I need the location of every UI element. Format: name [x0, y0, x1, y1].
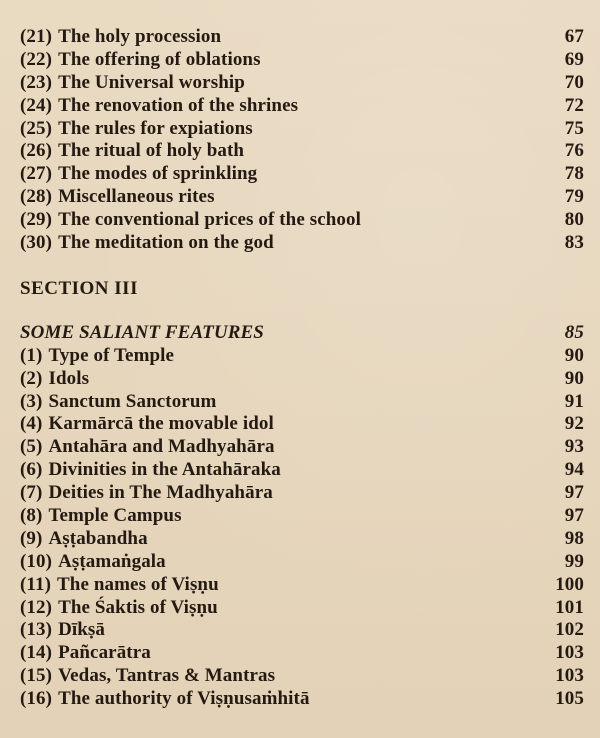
- entry-text: [20, 232, 274, 255]
- entry-title: The ritual of holy bath: [58, 140, 245, 162]
- entry-title: The Universal worship: [58, 71, 245, 93]
- entry-page-number: 98: [564, 527, 584, 549]
- entry-title: Vedas, Tantras & Mantras: [58, 665, 276, 687]
- entry-number: (15): [20, 665, 53, 687]
- entry-text: [20, 391, 216, 414]
- entry-text: [20, 505, 182, 528]
- contents-entry: [20, 436, 584, 459]
- entry-page-number: 102: [555, 619, 584, 641]
- contents-entry: [20, 482, 584, 505]
- entry-page-number: 100: [555, 573, 584, 595]
- contents-entry: [20, 459, 584, 482]
- entry-number: (5): [20, 436, 43, 458]
- entry-page-number: 90: [564, 344, 584, 366]
- contents-entry: [20, 95, 584, 118]
- contents-entry: [20, 163, 584, 186]
- contents-entry: [20, 186, 584, 209]
- entry-title: The renovation of the shrines: [58, 94, 299, 116]
- entry-number: (10): [20, 550, 53, 572]
- spacer: [20, 255, 584, 277]
- entry-title: Sanctum Sanctorum: [48, 390, 217, 412]
- entry-number: (9): [20, 527, 43, 549]
- entry-text: [20, 368, 89, 391]
- entry-page-number: 101: [555, 596, 584, 618]
- entry-title: Aṣṭabandha: [48, 527, 148, 549]
- contents-entry: [20, 597, 584, 620]
- entry-page-number: 99: [564, 550, 584, 572]
- entry-number: (23): [20, 71, 53, 93]
- contents-entry: [20, 505, 584, 528]
- entry-number: (7): [20, 482, 43, 504]
- entry-number: (8): [20, 505, 43, 527]
- entry-text: [20, 688, 310, 711]
- entry-number: (14): [20, 642, 53, 664]
- entry-number: (4): [20, 413, 43, 435]
- entry-title: Antahāra and Madhyahāra: [48, 436, 275, 458]
- entry-page-number: 93: [564, 436, 584, 458]
- entry-page-number: 97: [564, 505, 584, 527]
- entry-title: Miscellaneous rites: [58, 186, 215, 208]
- entry-page-number: 105: [555, 688, 584, 710]
- contents-entry: [20, 232, 584, 255]
- entry-number: (12): [20, 596, 53, 618]
- entry-text: [20, 413, 274, 436]
- entry-title: The modes of sprinkling: [58, 163, 258, 185]
- contents-entry: [20, 140, 584, 163]
- entry-number: (28): [20, 186, 53, 208]
- contents-entry: [20, 688, 584, 711]
- contents-entry: [20, 551, 584, 574]
- entry-page-number: 78: [564, 163, 584, 185]
- entry-text: [20, 482, 273, 505]
- entry-text: [20, 528, 148, 551]
- contents-entry: [20, 528, 584, 551]
- contents-entry: [20, 368, 584, 391]
- entry-title: The meditation on the god: [58, 232, 274, 254]
- contents-entry: [20, 619, 584, 642]
- contents-entry: [20, 413, 584, 436]
- entry-text: [20, 551, 166, 574]
- entry-text: [20, 619, 105, 642]
- contents-entry: [20, 574, 584, 597]
- entry-page-number: 70: [564, 71, 584, 93]
- contents-entry: [20, 209, 584, 232]
- entry-text: [20, 209, 361, 232]
- entry-page-number: 103: [555, 665, 584, 687]
- entry-page-number: 94: [564, 459, 584, 481]
- entry-number: (6): [20, 459, 43, 481]
- entry-title: The conventional prices of the school: [58, 209, 362, 231]
- contents-list-part-a: [20, 26, 584, 255]
- contents-entry: [20, 391, 584, 414]
- entry-title: Type of Temple: [48, 344, 175, 366]
- entry-text: [20, 186, 215, 209]
- contents-entry: [20, 26, 584, 49]
- entry-number: (3): [20, 390, 43, 412]
- entry-page-number: 67: [564, 26, 584, 47]
- section-subtitle-row: [20, 322, 584, 345]
- entry-text: [20, 163, 257, 186]
- entry-title: Aṣṭamaṅgala: [58, 550, 166, 572]
- section-subtitle-page: 85: [564, 321, 584, 343]
- entry-page-number: 97: [564, 482, 584, 504]
- entry-title: The rules for expiations: [58, 117, 253, 139]
- entry-text: [20, 642, 151, 665]
- entry-number: (26): [20, 140, 53, 162]
- entry-title: The names of Viṣṇu: [57, 573, 219, 595]
- entry-number: (21): [20, 26, 53, 47]
- entry-page-number: 76: [564, 140, 584, 162]
- entry-text: [20, 118, 253, 141]
- entry-title: The holy procession: [58, 26, 222, 47]
- entry-text: [20, 436, 275, 459]
- entry-text: [20, 140, 244, 163]
- entry-page-number: 69: [564, 48, 584, 70]
- entry-text: [20, 665, 275, 688]
- entry-page-number: 103: [555, 642, 584, 664]
- contents-entry: [20, 345, 584, 368]
- entry-title: Karmārcā the movable idol: [48, 413, 274, 435]
- spacer: [20, 300, 584, 322]
- entry-page-number: 91: [564, 390, 584, 412]
- entry-title: The Śaktis of Viṣṇu: [58, 596, 218, 618]
- entry-number: (2): [20, 367, 43, 389]
- entry-title: Idols: [48, 367, 90, 389]
- entry-page-number: 90: [564, 367, 584, 389]
- entry-number: (27): [20, 163, 53, 185]
- entry-page-number: 83: [564, 232, 584, 254]
- entry-number: (11): [20, 573, 52, 595]
- entry-title: The authority of Viṣṇusaṁhitā: [58, 688, 310, 710]
- entry-number: (24): [20, 94, 53, 116]
- entry-number: (16): [20, 688, 53, 710]
- entry-text: [20, 26, 221, 49]
- contents-entry: [20, 118, 584, 141]
- contents-list-part-b: [20, 345, 584, 711]
- entry-number: (22): [20, 48, 53, 70]
- entry-page-number: 79: [564, 186, 584, 208]
- table-of-contents: [20, 26, 584, 711]
- entry-page-number: 92: [564, 413, 584, 435]
- entry-number: (25): [20, 117, 53, 139]
- contents-entry: [20, 49, 584, 72]
- entry-title: The offering of oblations: [58, 48, 261, 70]
- entry-title: Temple Campus: [48, 505, 182, 527]
- entry-number: (1): [20, 344, 43, 366]
- contents-entry: [20, 642, 584, 665]
- entry-text: [20, 345, 174, 368]
- section-subtitle: SOME SALIANT FEATURES: [20, 321, 264, 343]
- contents-entry: [20, 72, 584, 95]
- entry-text: [20, 597, 218, 620]
- entry-title: Deities in The Madhyahāra: [48, 482, 273, 504]
- entry-title: Pañcarātra: [58, 642, 151, 664]
- entry-text: [20, 574, 219, 597]
- entry-text: [20, 49, 261, 72]
- entry-page-number: 72: [564, 94, 584, 116]
- entry-text: [20, 95, 298, 118]
- entry-page-number: 75: [564, 117, 584, 139]
- entry-number: (13): [20, 619, 53, 641]
- entry-text: [20, 459, 281, 482]
- entry-number: (30): [20, 232, 53, 254]
- entry-number: (29): [20, 209, 53, 231]
- entry-title: Dīkṣā: [58, 619, 106, 641]
- entry-title: Divinities in the Antahāraka: [48, 459, 281, 481]
- contents-entry: [20, 665, 584, 688]
- section-heading: SECTION III: [20, 277, 138, 299]
- entry-page-number: 80: [564, 209, 584, 231]
- entry-text: [20, 72, 245, 95]
